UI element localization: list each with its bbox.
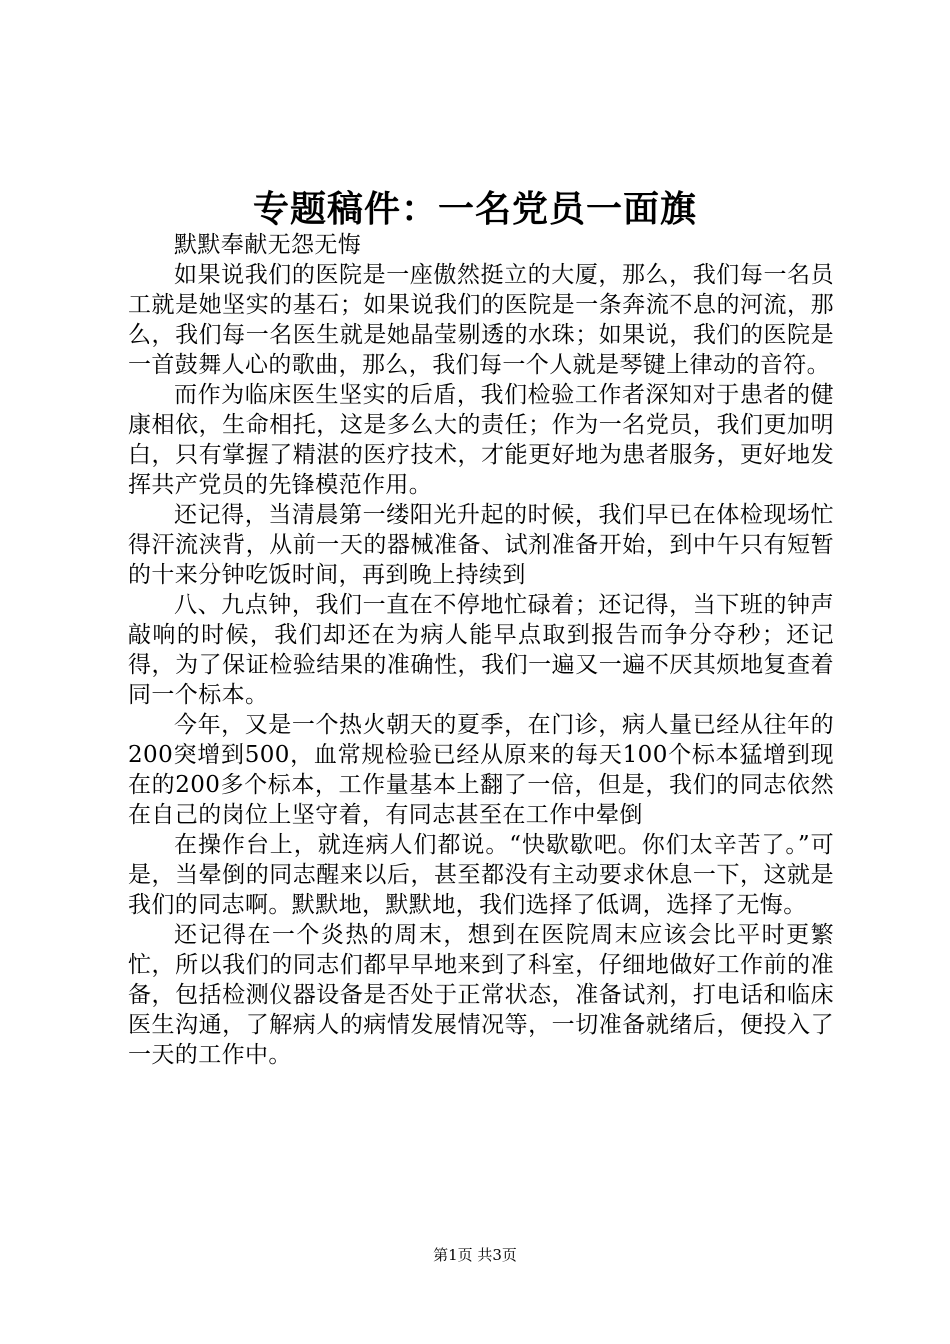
document-subtitle: 默默奉献无怨无悔 [174, 232, 362, 258]
paragraph: 今年，又是一个热火朝天的夏季，在门诊，病人量已经从往年的200突增到500，血常规检验已经从原来的每天100个标本猛增到现在的200多个标本，工作量基本上翻了一倍，但是，我们的同志依然在自己的岗位上坚守着，有同志甚至在工作中晕倒 [128, 712, 834, 828]
paragraph: 在操作台上，就连病人们都说。“快歇歇吧。你们太辛苦了。”可是，当晕倒的同志醒来以后，甚至都没有主动要求休息一下，这就是我们的同志啊。默默地，默默地，我们选择了低调，选择了无悔。 [128, 832, 834, 918]
paragraph: 还记得，当清晨第一缕阳光升起的时候，我们早已在体检现场忙得汗流浃背，从前一天的器械准备、试剂准备开始，到中午只有短暂的十来分钟吃饭时间，再到晚上持续到 [128, 502, 834, 588]
page-footer: 第1页 共3页 [433, 1246, 517, 1264]
document-body [128, 230, 834, 1070]
paragraph: 八、九点钟，我们一直在不停地忙碌着；还记得，当下班的钟声敲响的时候，我们却还在为病人能早点取到报告而争分夺秒；还记得，为了保证检验结果的准确性，我们一遍又一遍不厌其烦地复查着同一个标本。 [128, 592, 834, 708]
document-title: 专题稿件：一名党员一面旗 [252, 188, 697, 230]
paragraph: 如果说我们的医院是一座傲然挺立的大厦，那么，我们每一名员工就是她坚实的基石；如果说我们的医院是一条奔流不息的河流，那么，我们每一名医生就是她晶莹剔透的水珠；如果说，我们的医院是一首鼓舞人心的歌曲，那么，我们每一个人就是琴键上律动的音符。 [128, 262, 834, 378]
paragraph: 而作为临床医生坚实的后盾，我们检验工作者深知对于患者的健康相依，生命相托，这是多么大的责任；作为一名党员，我们更加明白，只有掌握了精湛的医疗技术，才能更好地为患者服务，更好地发挥共产党员的先锋模范作用。 [128, 382, 834, 498]
paragraph: 还记得在一个炎热的周末，想到在医院周末应该会比平时更繁忙，所以我们的同志们都早早地来到了科室，仔细地做好工作前的准备，包括检测仪器设备是否处于正常状态，准备试剂，打电话和临床医生沟通，了解病人的病情发展情况等，一切准备就绪后，便投入了一天的工作中。 [128, 922, 834, 1068]
